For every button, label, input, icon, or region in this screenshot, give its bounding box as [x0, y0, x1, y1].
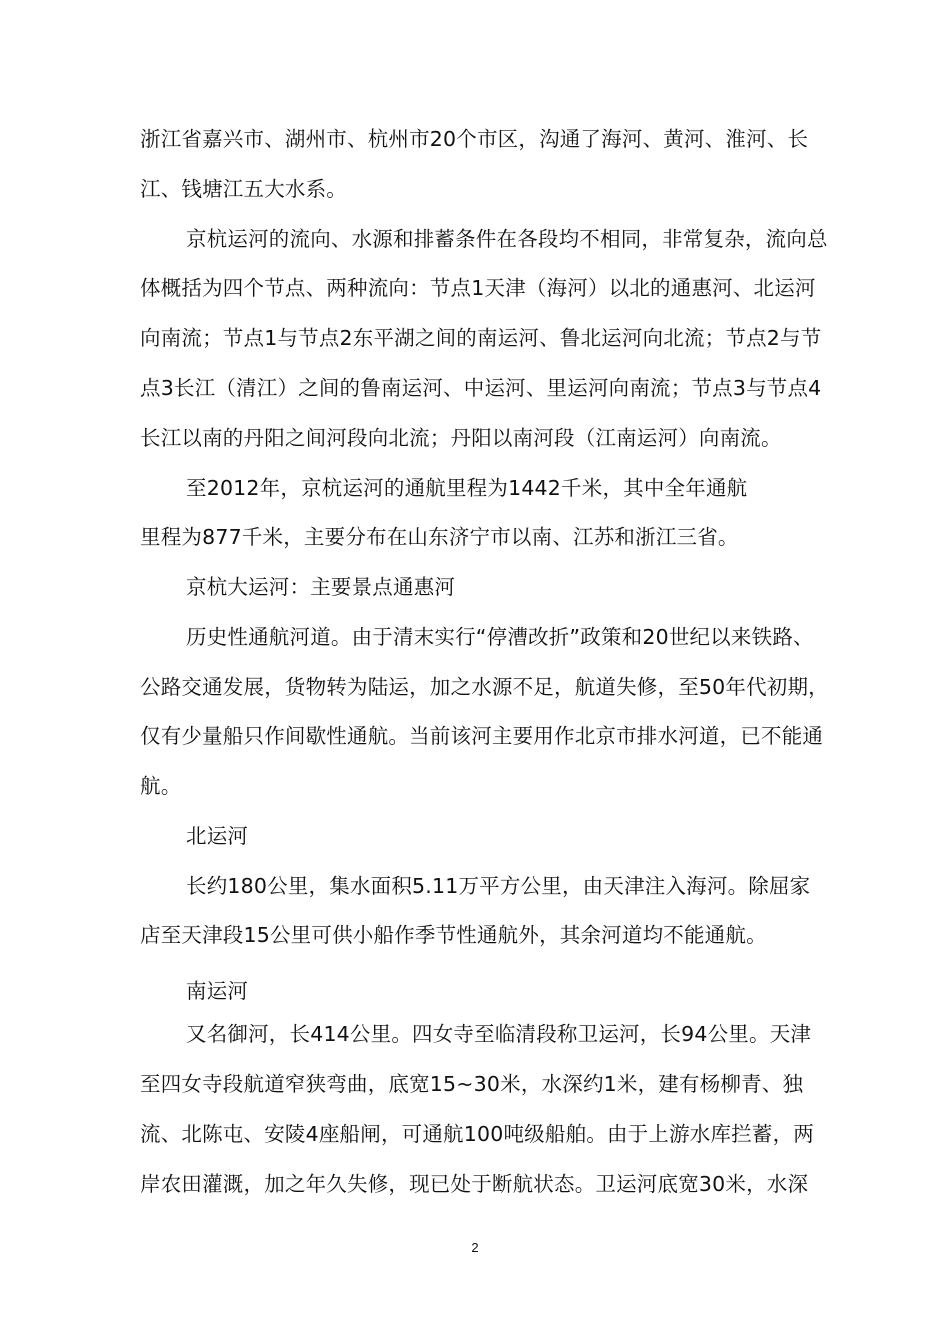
text-line: 流、北陈屯、安陵4座船闸，可通航100吨级船舶。由于上游水库拦蓄，两: [140, 1122, 814, 1146]
text-line: 体概括为四个节点、两种流向：节点1天津（海河）以北的通惠河、北运河: [140, 276, 816, 300]
text-line: 公路交通发展，货物转为陆运，加之水源不足，航道失修，至50年代初期，: [140, 675, 829, 699]
text-line: 长约180公里，集水面积5.11万平方公里，由天津注入海河。除屈家: [186, 874, 811, 898]
text-line: 岸农田灌溉，加之年久失修，现已处于断航状态。卫运河底宽30米，水深: [140, 1172, 809, 1196]
text-line: 仅有少量船只作间歇性通航。当前该河主要用作北京市排水河道，已不能通: [140, 724, 824, 748]
page-number: 2: [471, 1240, 479, 1255]
text-line: 又名御河，长414公里。四女寺至临清段称卫运河，长94公里。天津: [186, 1022, 812, 1046]
text-line: 至四女寺段航道窄狭弯曲，底宽15~30米，水深约1米，建有杨柳青、独: [140, 1072, 804, 1096]
text-line: 浙江省嘉兴市、湖州市、杭州市20个市区，沟通了海河、黄河、淮河、长: [140, 127, 809, 151]
text-line: 航。: [140, 774, 182, 798]
text-line: 点3长江（清江）之间的鲁南运河、中运河、里运河向南流；节点3与节点4: [140, 376, 822, 400]
text-line: 历史性通航河道。由于清末实行“停漕改折”政策和20世纪以来铁路、: [186, 625, 814, 649]
text-line: 长江以南的丹阳之间河段向北流；丹阳以南河段（江南运河）向南流。: [140, 426, 782, 450]
text-line: 向南流；节点1与节点2东平湖之间的南运河、鲁北运河向北流；节点2与节: [140, 326, 822, 350]
text-line: 店至天津段15公里可供小船作季节性通航外，其余河道均不能通航。: [140, 923, 767, 947]
text-line: 江、钱塘江五大水系。: [140, 177, 347, 201]
section-heading: 京杭大运河：主要景点通惠河: [186, 575, 456, 599]
section-heading: 南运河: [186, 979, 249, 1003]
text-line: 里程为877千米，主要分布在山东济宁市以南、江苏和浙江三省。: [140, 525, 739, 549]
section-heading: 北运河: [186, 824, 249, 848]
text-line: 京杭运河的流向、水源和排蓄条件在各段均不相同，非常复杂，流向总: [186, 227, 828, 251]
text-line: 至2012年，京杭运河的通航里程为1442千米，其中全年通航: [186, 476, 748, 500]
